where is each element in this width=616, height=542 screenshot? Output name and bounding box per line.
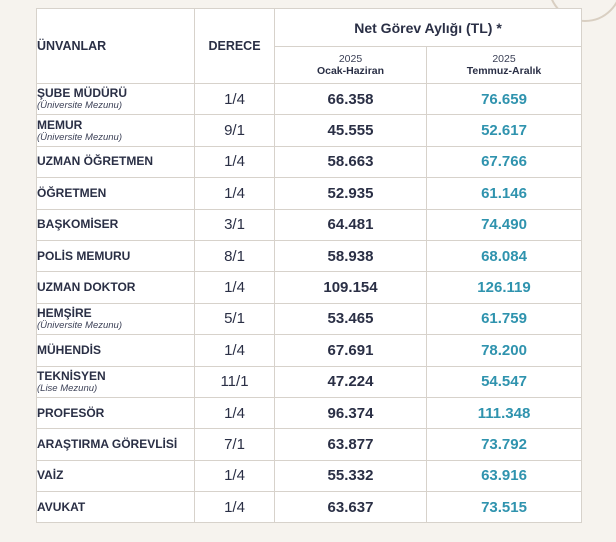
salary-h1-cell: 64.481 [275, 209, 427, 240]
salary-h2-cell: 67.766 [427, 146, 582, 177]
title-cell [37, 397, 195, 428]
grade-cell: 9/1 [195, 115, 275, 146]
salary-h2-cell: 73.792 [427, 429, 582, 460]
column-header-period-2 [427, 47, 582, 84]
title-cell [37, 209, 195, 240]
job-title: UZMAN ÖĞRETMEN [37, 154, 153, 169]
title-cell [37, 272, 195, 303]
grade-cell: 5/1 [195, 303, 275, 334]
salary-h1-cell: 67.691 [275, 335, 427, 366]
grade-cell: 11/1 [195, 366, 275, 397]
grade-cell: 1/4 [195, 178, 275, 209]
job-title: VAİZ [37, 468, 64, 483]
salary-h2-cell: 61.146 [427, 178, 582, 209]
table-body [37, 84, 582, 523]
title-cell [37, 240, 195, 271]
education-note: (Lise Mezunu) [37, 382, 98, 394]
job-title: PROFESÖR [37, 405, 105, 420]
period-1-year: 2025 [338, 53, 363, 65]
salary-h2-cell: 73.515 [427, 492, 582, 523]
job-title: MEMUR [37, 117, 83, 132]
job-title: UZMAN DOKTOR [37, 280, 136, 295]
job-title: HEMŞİRE [37, 305, 92, 320]
title-cell [37, 460, 195, 491]
job-title: ARAŞTIRMA GÖREVLİSİ [37, 436, 178, 451]
table-row [37, 146, 582, 177]
education-note: (Üniversite Mezunu) [37, 319, 122, 331]
salary-h1-cell: 53.465 [275, 303, 427, 334]
job-title: ŞUBE MÜDÜRÜ [37, 86, 127, 101]
column-header-period-1 [275, 47, 427, 84]
grade-cell: 1/4 [195, 272, 275, 303]
salary-h1-cell: 109.154 [275, 272, 427, 303]
salary-h2-cell: 126.119 [427, 272, 582, 303]
table-row [37, 335, 582, 366]
grade-cell: 1/4 [195, 492, 275, 523]
period-2-year: 2025 [492, 53, 516, 65]
title-cell [37, 84, 195, 115]
column-header-grade: DERECE [195, 9, 275, 84]
education-note: (Üniversite Mezunu) [37, 131, 122, 143]
job-title: ÖĞRETMEN [37, 185, 107, 200]
table-row [37, 84, 582, 115]
salary-h2-cell: 61.759 [427, 303, 582, 334]
table-row [37, 429, 582, 460]
grade-cell: 1/4 [195, 397, 275, 428]
table-row [37, 209, 582, 240]
table-row [37, 366, 582, 397]
salary-h2-cell: 54.547 [427, 366, 582, 397]
job-title: POLİS MEMURU [37, 248, 131, 263]
table-row [37, 460, 582, 491]
salary-h1-cell: 63.637 [275, 492, 427, 523]
table-row [37, 178, 582, 209]
salary-h1-cell: 47.224 [275, 366, 427, 397]
table-row [37, 303, 582, 334]
table-row [37, 240, 582, 271]
salary-h2-cell: 78.200 [427, 335, 582, 366]
salary-h1-cell: 45.555 [275, 115, 427, 146]
grade-cell: 1/4 [195, 460, 275, 491]
job-title: BAŞKOMİSER [37, 217, 119, 232]
title-cell [37, 178, 195, 209]
period-2-label: Temmuz-Aralık [466, 65, 542, 77]
title-cell [37, 303, 195, 334]
salary-h2-cell: 63.916 [427, 460, 582, 491]
salary-h2-cell: 52.617 [427, 115, 582, 146]
table-row [37, 115, 582, 146]
job-title: TEKNİSYEN [37, 368, 106, 383]
grade-cell: 7/1 [195, 429, 275, 460]
salary-h1-cell: 58.938 [275, 240, 427, 271]
column-header-titles: ÜNVANLAR [37, 9, 195, 84]
title-cell [37, 115, 195, 146]
grade-cell: 1/4 [195, 84, 275, 115]
grade-cell: 1/4 [195, 335, 275, 366]
salary-h2-cell: 74.490 [427, 209, 582, 240]
title-cell [37, 146, 195, 177]
salary-h1-cell: 63.877 [275, 429, 427, 460]
title-cell [37, 429, 195, 460]
table-row [37, 397, 582, 428]
job-title: MÜHENDİS [37, 342, 102, 357]
title-cell [37, 366, 195, 397]
salary-h1-cell: 96.374 [275, 397, 427, 428]
title-cell [37, 492, 195, 523]
table-row [37, 492, 582, 523]
salary-h1-cell: 66.358 [275, 84, 427, 115]
job-title: AVUKAT [37, 499, 86, 514]
salary-h2-cell: 76.659 [427, 84, 582, 115]
salary-h2-cell: 68.084 [427, 240, 582, 271]
column-header-net-salary: Net Görev Aylığı (TL) * [275, 9, 582, 47]
salary-h1-cell: 58.663 [275, 146, 427, 177]
title-cell [37, 335, 195, 366]
salary-h2-cell: 111.348 [427, 397, 582, 428]
table-row [37, 272, 582, 303]
salary-table [36, 8, 582, 523]
salary-h1-cell: 55.332 [275, 460, 427, 491]
grade-cell: 8/1 [195, 240, 275, 271]
salary-h1-cell: 52.935 [275, 178, 427, 209]
grade-cell: 3/1 [195, 209, 275, 240]
education-note: (Üniversite Mezunu) [37, 100, 122, 112]
grade-cell: 1/4 [195, 146, 275, 177]
period-1-label: Ocak-Haziran [316, 65, 385, 77]
